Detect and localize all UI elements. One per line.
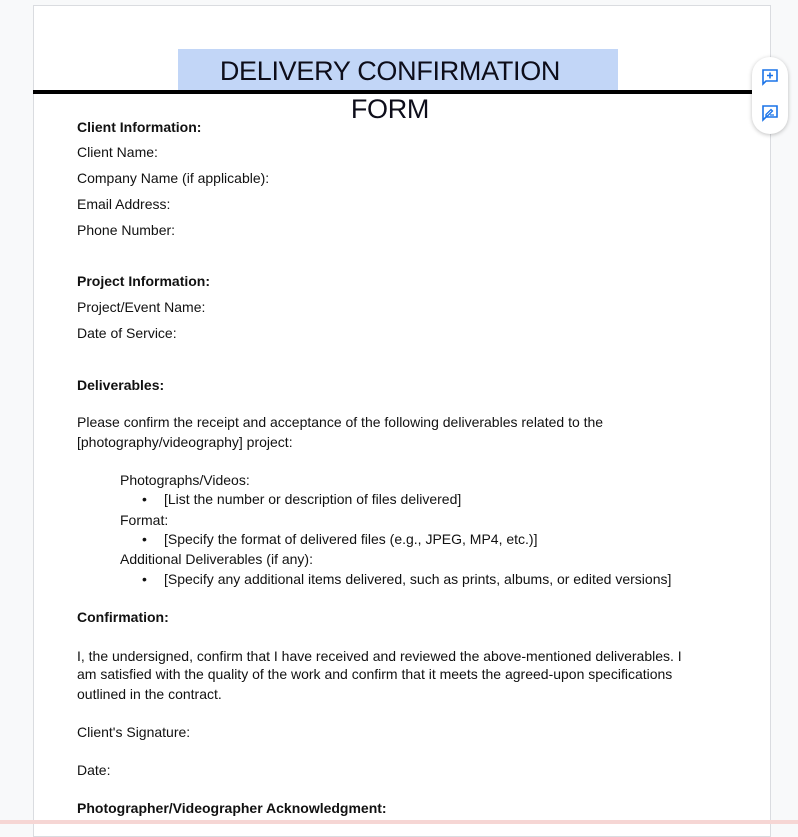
suggest-edit-icon[interactable]	[760, 103, 780, 123]
bottom-bar	[0, 820, 798, 824]
bullet-item	[142, 490, 461, 508]
deliverable-label: Additional Deliverables (if any):	[120, 551, 313, 567]
deliverables-intro-2: [photography/videography] project:	[77, 434, 293, 450]
bullet-item	[142, 530, 537, 548]
confirmation-text-3: outlined in the contract.	[77, 686, 222, 702]
deliverables-heading: Deliverables:	[77, 377, 165, 393]
horizontal-rule	[33, 90, 758, 94]
confirmation-text-2: am satisfied with the quality of the work and confirm that it meets the agreed-upon specifications	[77, 666, 673, 682]
date-field: Date:	[77, 762, 111, 778]
deliverables-intro: Please confirm the receipt and acceptance of the following deliverables related to the	[77, 414, 604, 430]
bullet-text: [Specify any additional items delivered, such as prints, albums, or edited versions]	[164, 571, 672, 587]
bullet-text: [List the number or description of files delivered]	[164, 491, 462, 507]
client-signature-field: Client's Signature:	[77, 724, 191, 740]
document-title[interactable]: DELIVERY CONFIRMATION FORM	[219, 56, 561, 124]
client-heading: Client Information:	[77, 119, 202, 135]
date-of-service-field: Date of Service:	[77, 325, 177, 341]
bullet-item	[142, 570, 671, 588]
email-field: Email Address:	[77, 196, 171, 212]
bullet-text: [Specify the format of delivered files (e.g., JPEG, MP4, etc.)]	[164, 531, 538, 547]
client-name-field: Client Name:	[77, 144, 158, 160]
project-name-field: Project/Event Name:	[77, 299, 206, 315]
phone-field: Phone Number:	[77, 222, 176, 238]
project-heading: Project Information:	[77, 273, 211, 289]
add-comment-icon[interactable]	[760, 67, 780, 87]
company-name-field: Company Name (if applicable):	[77, 170, 270, 186]
deliverable-label: Format:	[120, 512, 169, 528]
acknowledgment-heading: Photographer/Videographer Acknowledgment:	[77, 800, 387, 816]
confirmation-text-1: I, the undersigned, confirm that I have received and reviewed the above-mentioned deliverables. I	[77, 648, 682, 664]
side-action-panel	[752, 57, 788, 134]
deliverable-label: Photographs/Videos:	[120, 472, 250, 488]
confirmation-heading: Confirmation:	[77, 609, 169, 625]
